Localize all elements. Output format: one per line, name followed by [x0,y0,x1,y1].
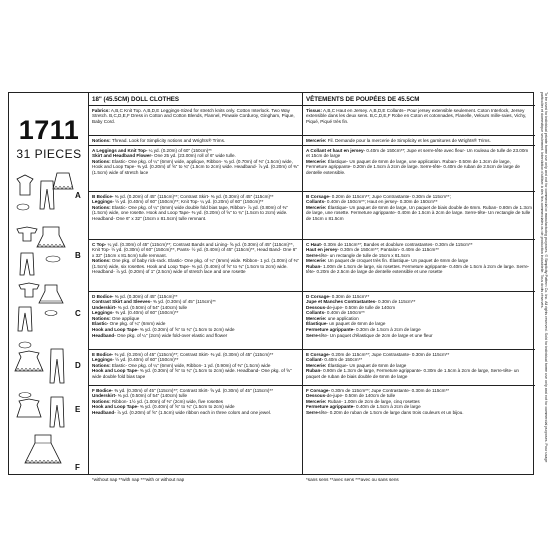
view-letter-a: A [75,191,81,200]
view-letter-d: D [75,361,81,370]
english-fabrics-text: Fabrics: A,B,C Knit Top. A,B,D,E Leggings-Sized for stretch knits only. Cotton Interlock. Two Way Stretch. B,C,D,E,F Dress in Cotton and Cotton Blends, Flannel, Pinwale Corduroy, Gingham, Pique, Baby Cord. [92,107,295,124]
french-view-e-line: Mercerie: Élastique- Un paquet de 6mm de large [306,362,407,368]
french-view-e-line: Ruban- 0.90m de 1.3cm de large, Fermeture agrippante- 0.30m de 1.5cm à 2cm de large, Serre-tête- un paquet de ruban de biais double de 6mm de large [306,368,519,379]
english-notions-section [89,136,302,146]
french-view-c-line: C Haut- 0.30m de 115cm**; Bandes et doublure contrastantes- 0.30m de 115cm** [306,241,473,247]
view-c-garments-icon [13,281,75,337]
french-view-c-section [303,240,535,292]
french-view-f-line: Mercerie: Ruban- 1.00m de 2cm de large, cinq rosettes [306,398,420,404]
french-view-d-line: Élastique- un paquet de 6mm de large [306,321,386,327]
view-c-illustration [9,281,89,337]
copyright-side-text: To be used for individual private home use only and not for commercial or manufacturing purposes. © Simplicity Pattern Co. Inc. All rights reserved. Sold for individual home use only and not for commercial purposes. Pour usage particulier et domestique seulement. Interdiction d'utiliser à des fins commerciales ou de production industrielle. Tous droits réservés. [539,92,548,463]
french-nap-footnote: *sans sens **avec sens ***avec ou sans sens [306,477,399,482]
view-d-illustration [9,339,89,389]
english-view-e-line: Notions: Elastic- One pkg. of ¼" (6mm) wide, Ribbon- 1 yd. (0.90m) of ⅜" (1.5cm) wide [92,362,271,368]
view-letter-e: E [75,405,81,414]
english-view-d-line: Notions: One applique [92,315,140,321]
french-view-a-section [303,146,535,192]
french-view-d-line: Dessous-de-jupe- 0.50m de tulle de 140cm [306,304,396,310]
french-view-f-section [303,386,535,426]
english-view-d-line: Contrast Skirt and Sleeves- ⅜ yd. (0.30m) of 45" (115cm)** [92,299,216,305]
english-view-b-line: Leggings- ½ yd. (0.40m) of 60" (150cm)**; Knit Top- ¼ yd. (0.20m) of 60" (150cm)** [92,199,264,205]
french-view-a-line: Mercerie: Élastique- Un paquet de 6mm de large, une application. Ruban- 0.50m de 1.3cm de large, Fermeture agrippante- 0.20m de 1.5cm à 2cm de large. Serre-tête- 0.40m de ruban de 2.5cm de large de dentelle extensible. [306,158,520,175]
english-view-a-line: A Leggings and Knit Top- ¼ yd. (0.20m) of 60" (150cm)** [92,147,212,153]
view-a-illustration [9,169,89,221]
english-view-f-section [89,386,302,426]
french-view-b-line: Mercerie: Élastique- Un paquet de 6mm de large, Un paquet de biais double de 6mm. Ruban- 0.80m de 1.3cm de large, une rosette. Fermeture agrippante- 0.40m de 1.5cm à 2cm de large. Serre-tête- Un rectangle de tulle de 15cm x 81.5cm [306,204,533,221]
view-e-garments-icon [13,391,75,431]
pieces-count: 31 PIECES [16,147,82,161]
view-d-garments-icon [13,339,75,389]
english-nap-footnote: *without nap **with nap ***with or without nap [92,477,185,482]
english-view-d-line: Headband- One pkg. of ¼" (2cm) wide fold-over elastic and flower [92,332,228,338]
english-view-f-line: Hook and Loop Tape- ⅜ yd. (0.40m) of ⅝" to ¾" (1.5cm to 2cm) wide [92,404,235,410]
french-view-d-line: Jupe et Manches Contrastantes- 0.30m de 115cm** [306,299,416,305]
envelope-back-sheet [8,92,534,475]
french-view-f-line: F Corsage- 0.30m de 115cm**; Jupe Contrastante- 0.30m de 115cm** [306,387,450,393]
french-view-d-section [303,292,535,350]
french-view-e-section [303,350,535,386]
french-notions-section [303,136,535,146]
english-view-b-line: Notions: Elastic- One pkg. of ¼" (6mm) wide double fold bias tape, Ribbon- ⅞ yd. (0.80m) of ⅜" (1.5cm) wide, one rosette. Hook and Loop Tape- ⅜ yd. (0.20m) of ⅝" to ¾" (1.5cm to 2cm) wide. Headband- One 6" x 32" (15cm x 81.5cm) tulle remnant. [92,204,288,221]
view-f-illustration [9,433,89,475]
view-letter-c: C [75,309,81,318]
view-f-garments-icon [13,433,75,475]
english-view-d-line: D Bodice- ⅜ yd. (0.30m) of 45" (115cm)** [92,293,178,299]
english-view-f-line: Notions: Ribbon- 1½ yd. (1.00m) of ⅜" (2cm) wide, five rosettes [92,398,224,404]
english-view-a-line: Skirt and Headband Flower- One 25 yd. (23.00m) roll of 6" wide tulle. [92,153,236,159]
english-view-a-section [89,146,302,192]
english-view-f-line: Underskirt- ⅜ yd. (0.50m) of 54" (140cm) tulle [92,393,188,399]
french-view-b-line: Collants- 0.40m de 150cm**; Haut en jersey- 0.30m de 150cm** [306,199,438,205]
french-view-d-line: Collants- 0.40m de 150cm** [306,310,365,316]
view-letter-b: B [75,251,81,260]
french-view-c-line: Mercerie: Un paquet de croquet très fin. Élastique- Un paquet de 6mm de large [306,258,469,264]
english-view-e-line: Leggings- ½ yd. (0.40m) of 60" (150cm)** [92,357,179,363]
view-b-illustration [9,223,89,279]
french-view-b-line: B Corsage- 0.20m de 115cm**; Jupe Contrastante- 0.30m de 115cm**; [306,193,451,199]
english-view-d-line: Elastic- One pkg. of ¼" (6mm) wide [92,321,166,327]
english-view-d-line: Underskirt- ⅜ yd. (0.50m) of 54" (140cm) tulle [92,304,188,310]
english-notions-text: Notions: Thread. Look for Simplicity notions and Wrights® Trims. [92,137,226,143]
view-letter-f: F [75,463,80,472]
french-view-d-line: Serre-tête- Un paquet d'élastique de 2cm de large et une fleur [306,332,433,338]
english-view-c-section [89,240,302,292]
english-view-e-line: Hook and Loop Tape- ⅜ yd. (0.30m) of ⅝" to ¾" (1.5cm to 2cm) wide. Headband- One pkg. of ⅝" wide double fold bias tape [92,368,292,379]
english-view-f-line: F Bodice- ⅜ yd. (0.30m) of 45" (115cm)**; Contrast Skirt- ⅝ yd. (0.30m) of 45" (115cm)** [92,387,274,393]
english-view-d-section [89,292,302,350]
english-view-e-section [89,350,302,386]
french-view-c-line: Ruban- 1.00m de 1.5cm de large, six rosettes. Fermeture agrippante- 0.40m de 1.5cm à 2cm de large. Serre-tête- 0.20m de 2.5cm de large de dentelle extensible et une rosette [306,263,530,275]
english-view-e-line: E Bodice- ⅜ yd. (0.20m) of 45" (115cm)**; Contrast Skirt- ⅜ yd. (0.30m) of 45" (115cm)** [92,351,274,357]
french-view-d-line: D Corsage- 0.30m de 115cm** [306,293,370,299]
copyright-side-notice [536,92,548,475]
french-header: VÊTEMENTS DE POUPÉES DE 45.5CM [303,93,535,106]
french-view-e-line: Collant- 0.40m de 150cm** [306,357,363,363]
view-b-garments-icon [13,223,75,279]
french-view-f-line: Serre-tête- 0.20m de ruban de 1.5cm de large dans trois couleurs et un bijou. [306,409,464,415]
french-view-f-line: Dessous-de-jupe- 0.50m de 140cm de tulle [306,393,396,399]
french-requirements-column [303,93,535,474]
french-view-d-line: Mercerie: une application [306,315,359,321]
view-e-illustration [9,391,89,431]
french-view-c-line: Haut en jersey- 0.30m de 150cm**; Pantalon- 0.40m de 115cm** [306,247,439,253]
french-notions-text: Mercerie: Fil. Demande pour la mercerie de Simplicity et les garnitures de Wrights® Trims. [306,137,491,143]
english-view-f-line: Headband- ⅞ yd. (0.20m) of ⅝" (1.5cm) wide ribbon each in three colors and one jewel. [92,409,272,415]
english-view-d-line: Hook and Loop Tape- ⅜ yd. (0.30m) of ⅝" to ¾" (1.5cm to 2cm) wide [92,327,235,333]
pattern-info-column [9,93,89,474]
english-view-b-section [89,192,302,240]
english-view-a-line: Notions: Elastic- One pkg. of ¼" (6mm) wide, applique, Ribbon- ¾ yd. (0.70m) of ⅜" (1.5cm) wide, Hook and Loop Tape- ⅜ yd. (0.20m) of ⅝" to ¾" (1.5cm to 2cm) wide. Headband- ⅞ yd. (0.20m) of ⅜" (1.5cm) wide of stretch lace [92,158,299,175]
english-view-c-line: Notions: One pkg. of baby rick-rack. Elastic- One pkg. of ¼" (6mm) wide. Ribbon- 1 yd. (1.00m) of ⅜" (1.5cm) wide, six rosettes. Hook and Loop Tape- ⅜ yd. (0.40m) of ⅝" to ¾" (1.5cm to 2cm) wide. Headband- ⅞ yd. (0.20m) of 1" (2.5cm) wide of stretch lace and one rosette [92,258,300,275]
french-view-c-line: Serre-tête- un rectangle de tulle de 15cm x 81.5cm [306,252,410,258]
pattern-number: 1711 [18,115,80,145]
view-a-garments-icon [13,169,75,221]
french-view-f-line: Fermeture agrippante- 0.40m de 1.5cm à 2cm de large [306,404,421,410]
english-view-d-line: Leggings- ⅜ yd. (0.40m) of 60" (150cm)** [92,310,179,316]
english-fabrics-section [89,106,302,136]
english-view-b-line: B Bodice- ⅜ yd. (0.20m) of 45" (115cm)**; Contrast Skirt- ⅜ yd. (0.30m) of 45" (115cm)** [92,193,274,199]
french-view-d-line: Fermeture agrippante- 0.30m de 1.5cm à 2cm de large [306,327,421,333]
french-fabrics-section [303,106,535,136]
english-requirements-column [89,93,303,474]
english-header: 18" (45.5CM) DOLL CLOTHES [89,93,302,106]
french-view-e-line: E Corsage- 0.20m de 115cm**; Jupe Contrastante- 0.30m de 115cm** [306,351,450,357]
french-fabrics-text: Tissus: A,B,C Haut en Jersey. A,B,D,E Collants– Pour jersey extensible seulement. Coton Interlock, Jersey extensible dans les deux sens. B,C,D,E,F Robe en Coton et cotonnades, Flanelle, Velours mille-raies, Vichy, Piqué, Piqué très fin. [306,107,527,124]
french-view-a-line: A Collant et haut en jersey- 0.40m de 150cm**; Jupe et serre-tête avec fleur- Un rouleau de tulle de 23.00m et 15cm de large [306,147,529,159]
english-view-c-line: C Top- ¼ yd. (0.30m) of 45" (115cm)**; Contrast Bands and Lining- ⅝ yd. (0.30m) of 45" (115cm)**, Knit Top- ½ yd. (0.30m) of 60" (150cm)**, Pants- ½ yd. (0.40m) of 45" (115cm)**, Head Band- One 6" x 32" (15cm x 81.5cm) tulle remnant. [92,241,297,258]
french-view-b-section [303,192,535,240]
